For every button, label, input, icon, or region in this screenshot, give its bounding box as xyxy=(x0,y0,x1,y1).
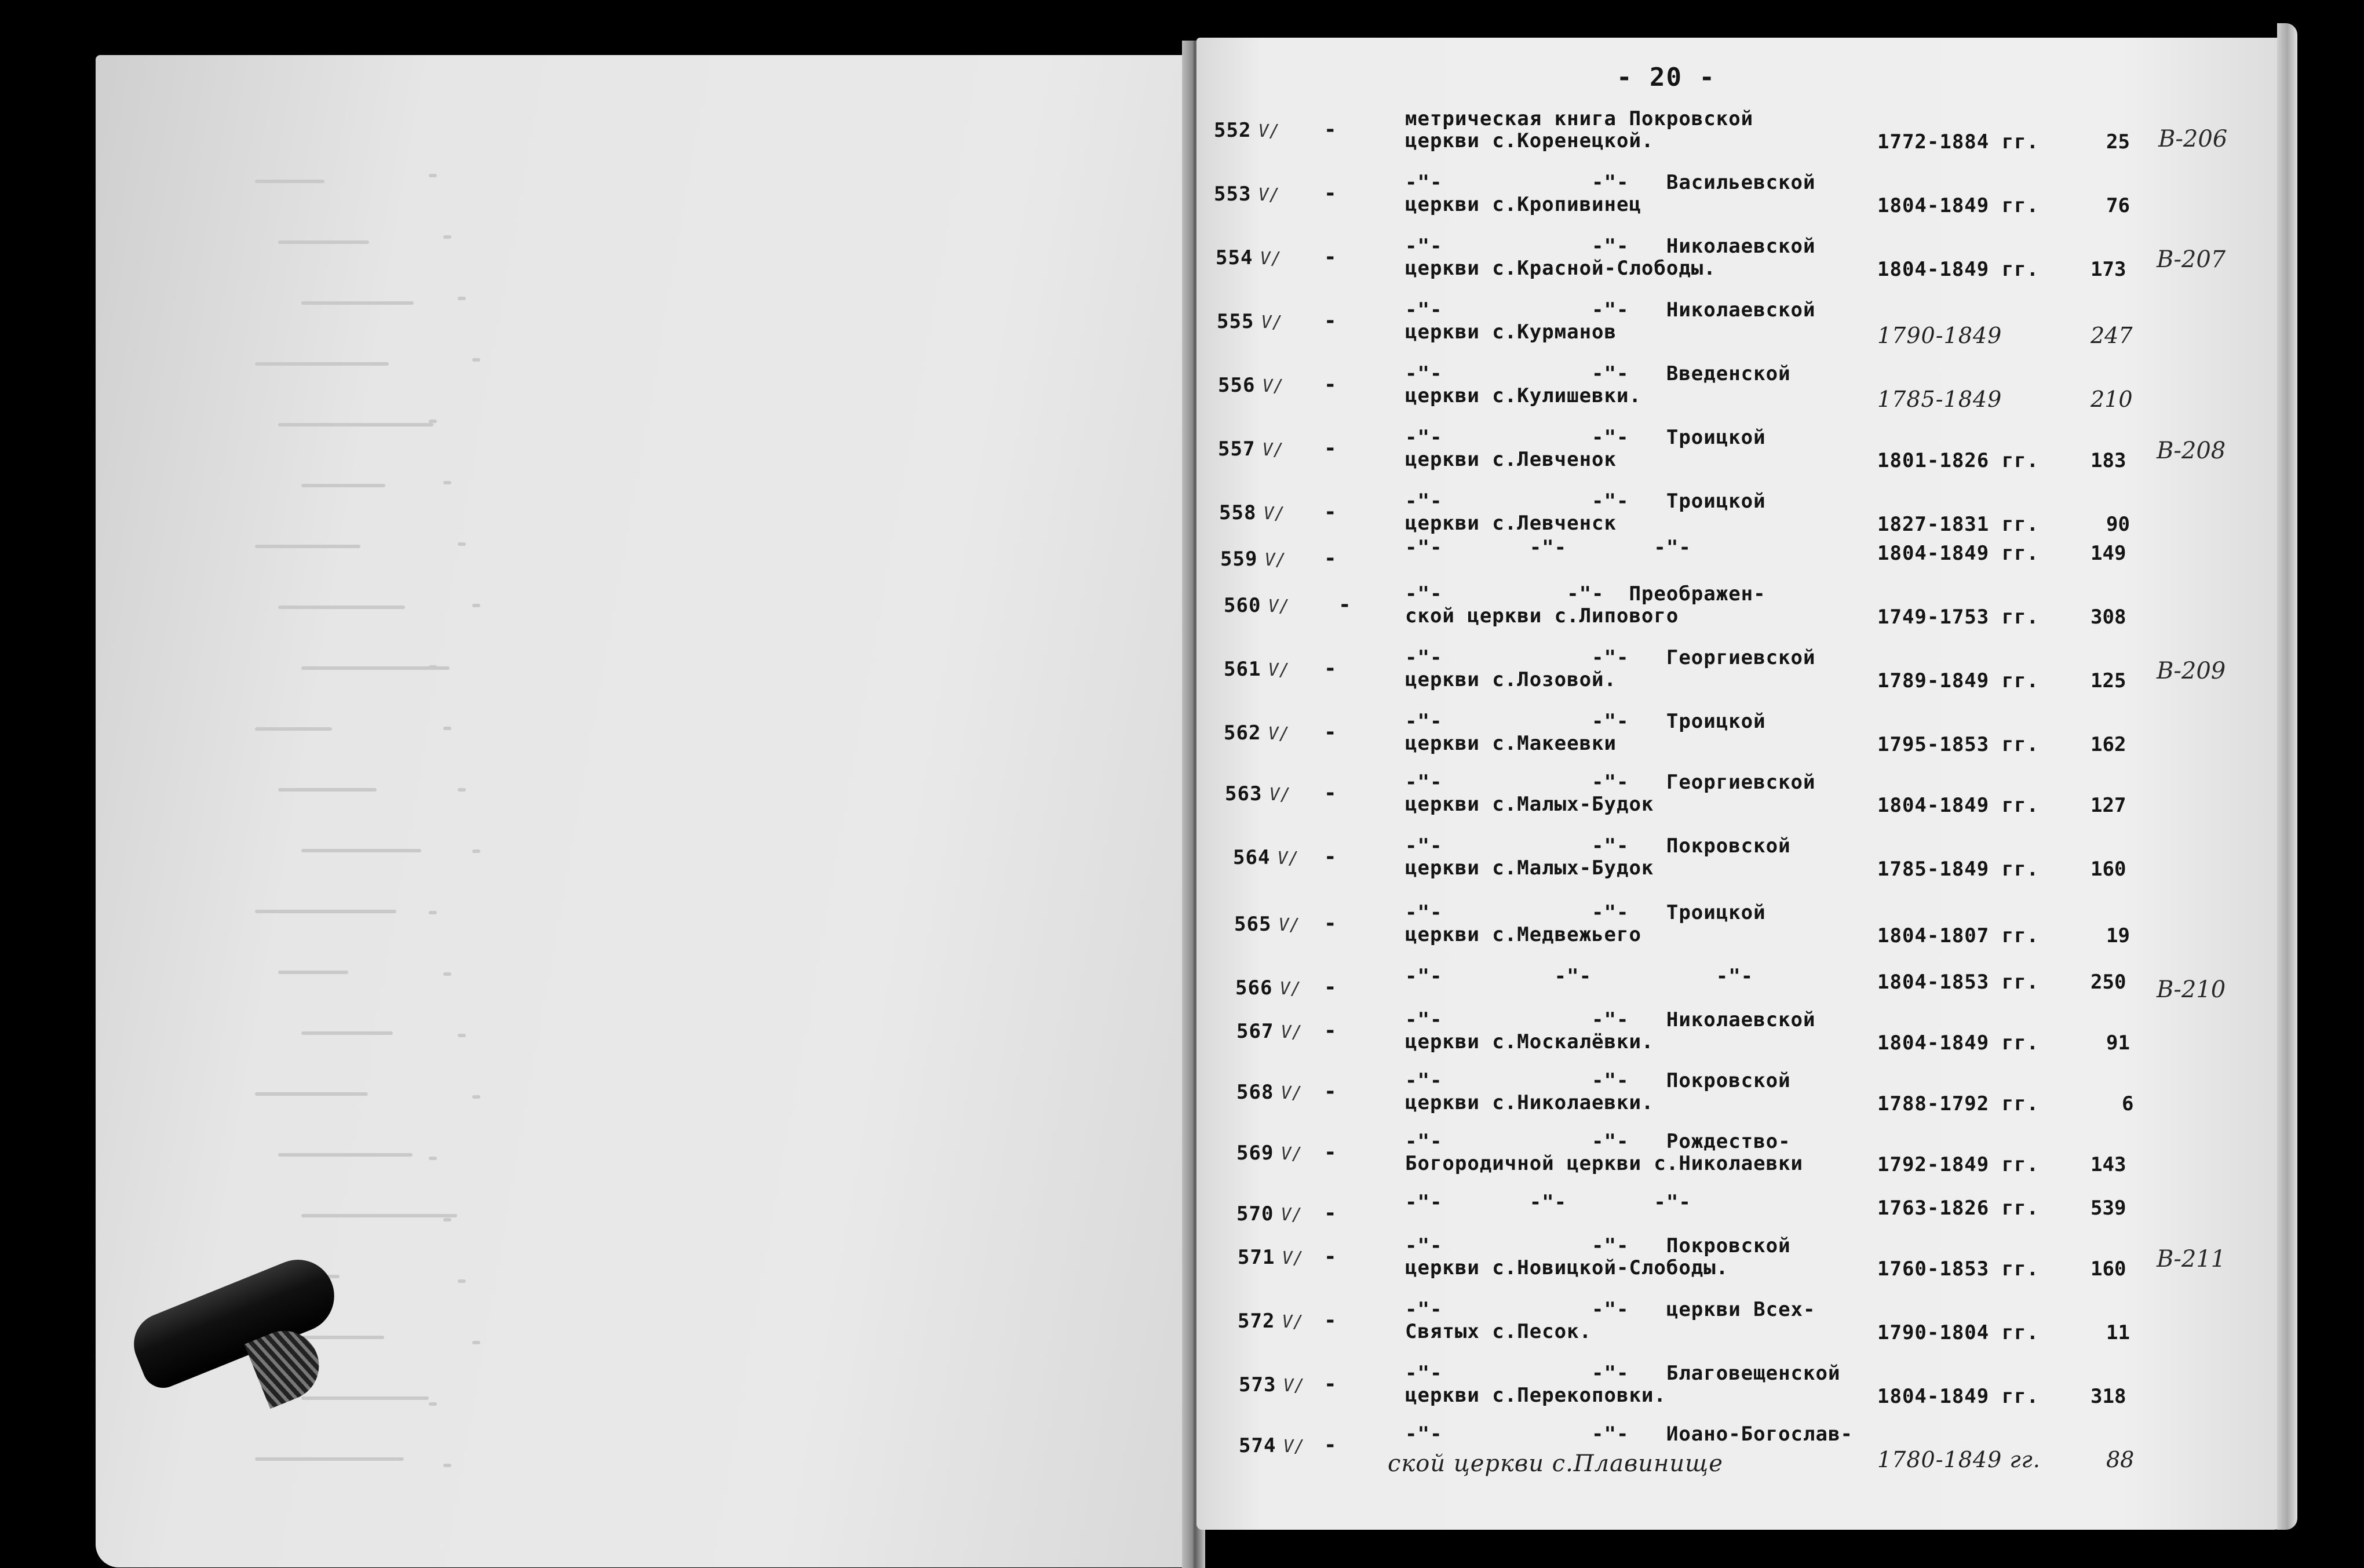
entry-years: 1772-1884 гг. xyxy=(1877,130,2040,154)
entry-dash: - xyxy=(1324,245,1337,269)
entry-years: 1804-1849 гг. xyxy=(1877,1031,2040,1055)
entry-years: 1790-1804 гг. xyxy=(1877,1321,2040,1344)
entry-dash: - xyxy=(1324,1372,1337,1396)
entry-number xyxy=(1217,310,1283,333)
entry-number xyxy=(1219,501,1286,524)
entry-dash: - xyxy=(1324,781,1337,805)
entry-number-text: 571 xyxy=(1238,1246,1275,1269)
archive-code: В-207 xyxy=(2157,246,2226,273)
entry-description-line2: ской церкви с.Липового xyxy=(1405,604,1679,628)
archive-code: В-208 xyxy=(2157,437,2226,464)
entry-number-text: 568 xyxy=(1236,1081,1274,1104)
entry-number xyxy=(1235,976,1302,1000)
entry-number xyxy=(1238,1246,1304,1269)
entry-number xyxy=(1218,374,1285,397)
entry-number xyxy=(1218,437,1285,461)
entry-dash: - xyxy=(1324,1080,1337,1103)
entry-years: 1804-1849 гг. xyxy=(1877,194,2040,217)
entry-description-line2: церкви с.Николаевки. xyxy=(1405,1091,1654,1114)
list-item xyxy=(0,1008,2364,1072)
entry-quantity: 160 xyxy=(2091,858,2126,881)
check-mark: V/ xyxy=(1283,1436,1305,1457)
entry-number-text: 572 xyxy=(1238,1310,1275,1333)
list-item xyxy=(0,235,2364,298)
entry-years: 1749-1753 гг. xyxy=(1877,606,2040,629)
entry-number xyxy=(1225,782,1292,805)
check-mark: V/ xyxy=(1263,504,1286,524)
entry-number-text: 555 xyxy=(1217,310,1254,333)
entry-number xyxy=(1216,246,1282,269)
check-mark: V/ xyxy=(1280,1205,1303,1225)
entry-description-line2: церкви с.Коренецкой. xyxy=(1405,129,1654,152)
entry-quantity: 143 xyxy=(2091,1153,2126,1176)
entry-dash: - xyxy=(1324,309,1337,333)
entry-quantity: 308 xyxy=(2091,606,2126,629)
entry-number-text: 561 xyxy=(1224,658,1261,681)
entry-years: 1804-1849 гг. xyxy=(1877,794,2040,817)
entry-description-line1: -"- -"- Троицкой xyxy=(1405,426,1766,449)
entry-description-line2: Богородичной церкви с.Николаевки xyxy=(1405,1152,1804,1175)
entry-years: 1785-1849 xyxy=(1877,386,2002,412)
entry-description-line2: церкви с.Перекоповки. xyxy=(1405,1384,1666,1407)
entry-number-text: 573 xyxy=(1239,1373,1276,1396)
entry-number-text: 562 xyxy=(1224,721,1261,745)
entry-description-line2: церкви с.Кропивинец xyxy=(1405,193,1641,216)
entry-description-line1: -"- -"- Введенской xyxy=(1405,362,1791,385)
entry-years: 1795-1853 гг. xyxy=(1877,733,2040,756)
entry-dash: - xyxy=(1324,1245,1337,1268)
entry-description-line2: церкви с.Лозовой. xyxy=(1405,668,1617,691)
entry-description-line2: церкви с.Макеевки xyxy=(1405,732,1617,755)
entry-number xyxy=(1224,721,1290,745)
list-item xyxy=(0,362,2364,426)
entry-dash: - xyxy=(1324,845,1337,869)
list-item xyxy=(0,1130,2364,1194)
entry-description-line1: -"- -"- Николаевской xyxy=(1405,298,1816,322)
list-item xyxy=(0,1234,2364,1298)
entry-dash: - xyxy=(1324,500,1337,524)
entry-number-text: 553 xyxy=(1214,183,1252,206)
entry-quantity: 25 xyxy=(2106,130,2130,154)
entry-description-line1: метрическая книга Покровской xyxy=(1405,107,1754,130)
entry-description-line1: -"- -"- Троицкой xyxy=(1405,710,1766,733)
check-mark: V/ xyxy=(1261,312,1283,333)
entry-quantity: 127 xyxy=(2091,794,2126,817)
entry-number xyxy=(1236,1020,1303,1043)
entry-number xyxy=(1233,846,1300,869)
entry-description-line1: -"- -"- Троицкой xyxy=(1405,490,1766,513)
entry-years: 1804-1853 гг. xyxy=(1877,971,2040,994)
entry-quantity: 160 xyxy=(2091,1257,2126,1281)
entry-number xyxy=(1239,1434,1305,1457)
entry-number-text: 570 xyxy=(1236,1202,1274,1226)
list-item xyxy=(0,1069,2364,1133)
entry-number-text: 558 xyxy=(1219,501,1257,524)
archive-code: В-210 xyxy=(2157,976,2226,1003)
entry-number xyxy=(1234,913,1301,936)
entry-quantity: 162 xyxy=(2091,733,2126,756)
entry-description-line2: Святых с.Песок. xyxy=(1405,1320,1592,1343)
entry-quantity: 250 xyxy=(2091,971,2126,994)
list-item xyxy=(0,582,2364,646)
entry-number-text: 556 xyxy=(1218,374,1256,397)
entry-years: 1780-1849 гг. xyxy=(1877,1447,2041,1472)
entry-number xyxy=(1236,1142,1303,1165)
entry-quantity: 210 xyxy=(2091,386,2133,412)
entry-quantity: 90 xyxy=(2106,513,2130,536)
check-mark: V/ xyxy=(1282,1312,1304,1332)
check-mark: V/ xyxy=(1268,596,1290,617)
entry-years: 1788-1792 гг. xyxy=(1877,1092,2040,1115)
entry-quantity: 318 xyxy=(2091,1385,2126,1408)
entry-quantity: 11 xyxy=(2106,1321,2130,1344)
entry-number xyxy=(1224,658,1290,681)
entry-number-text: 566 xyxy=(1235,976,1273,1000)
entry-description-line2: церкви с.Левченск xyxy=(1405,512,1617,535)
entry-description-line2: церкви с.Левченок xyxy=(1405,448,1617,471)
entry-number-text: 574 xyxy=(1239,1434,1276,1457)
entry-quantity: 88 xyxy=(2106,1447,2135,1472)
entry-description-line1: -"- -"- -"- xyxy=(1405,1191,1691,1214)
check-mark: V/ xyxy=(1279,979,1302,999)
list-item xyxy=(0,1298,2364,1362)
entry-number-text: 565 xyxy=(1234,913,1272,936)
entry-dash: - xyxy=(1324,546,1337,570)
entry-quantity: 91 xyxy=(2106,1031,2130,1055)
entry-description-line1: -"- -"- Васильевской xyxy=(1405,171,1816,194)
entry-dash: - xyxy=(1324,1140,1337,1164)
entry-description-line2: ской церкви с.Плавинище xyxy=(1388,1450,1723,1477)
entry-years: 1760-1853 гг. xyxy=(1877,1257,2040,1281)
entry-years: 1792-1849 гг. xyxy=(1877,1153,2040,1176)
check-mark: V/ xyxy=(1260,249,1282,269)
check-mark: V/ xyxy=(1283,1376,1305,1396)
entry-description-line2: церкви с.Медвежьего xyxy=(1405,923,1641,946)
archive-code: В-209 xyxy=(2157,658,2226,684)
entry-description-line2: церкви с.Кулишевки. xyxy=(1405,384,1641,407)
list-item xyxy=(0,646,2364,710)
entry-number-text: 559 xyxy=(1220,548,1258,571)
entry-number xyxy=(1214,119,1280,142)
check-mark: V/ xyxy=(1262,440,1285,460)
entry-description-line2: церкви с.Курманов xyxy=(1405,320,1617,344)
entry-description-line1: -"- -"- -"- xyxy=(1405,965,1754,988)
check-mark: V/ xyxy=(1262,376,1285,396)
entry-description-line1: -"- -"- Троицкой xyxy=(1405,901,1766,924)
entry-description-line1: -"- -"- Покровской xyxy=(1405,1069,1791,1092)
entry-description-line1: -"- -"- Николаевской xyxy=(1405,1008,1816,1031)
list-item xyxy=(0,171,2364,235)
entry-years: 1827-1831 гг. xyxy=(1877,513,2040,536)
entry-number-text: 554 xyxy=(1216,246,1253,269)
list-item xyxy=(0,298,2364,362)
entry-quantity: 247 xyxy=(2091,323,2133,348)
entry-description-line1: -"- -"- Преображен- xyxy=(1405,582,1766,606)
entry-description-line2: церкви с.Москалёвки. xyxy=(1405,1030,1654,1053)
entry-dash: - xyxy=(1324,1433,1337,1457)
entry-dash: - xyxy=(1324,118,1337,141)
entry-description-line1: -"- -"- Иоано-Богослав- xyxy=(1405,1423,1853,1446)
entry-number-text: 564 xyxy=(1233,846,1271,869)
entry-years: 1804-1849 гг. xyxy=(1877,542,2040,565)
entry-number xyxy=(1220,548,1287,571)
entry-quantity: 76 xyxy=(2106,194,2130,217)
entry-number xyxy=(1214,183,1280,206)
entry-dash: - xyxy=(1324,373,1337,396)
entry-description-line1: -"- -"- -"- xyxy=(1405,536,1691,559)
entry-number-text: 567 xyxy=(1236,1020,1274,1043)
entry-quantity: 173 xyxy=(2091,258,2126,281)
archive-code: В-211 xyxy=(2157,1246,2226,1272)
entry-years: 1804-1849 гг. xyxy=(1877,1385,2040,1408)
list-item xyxy=(0,710,2364,774)
list-item xyxy=(0,901,2364,965)
list-item xyxy=(0,426,2364,490)
entry-description-line2: церкви с.Новицкой-Слободы. xyxy=(1405,1256,1729,1279)
check-mark: V/ xyxy=(1268,660,1290,680)
entry-dash: - xyxy=(1324,1308,1337,1332)
entry-years: 1790-1849 xyxy=(1877,323,2002,348)
entry-quantity: 183 xyxy=(2091,449,2126,472)
check-mark: V/ xyxy=(1280,1083,1303,1103)
list-item xyxy=(0,834,2364,898)
entry-description-line1: -"- -"- Николаевской xyxy=(1405,235,1816,258)
entry-dash: - xyxy=(1324,1019,1337,1042)
page-number: - 20 - xyxy=(1617,63,1716,92)
entry-number xyxy=(1238,1310,1304,1333)
entry-number-text: 563 xyxy=(1225,782,1263,805)
entry-dash: - xyxy=(1324,911,1337,935)
entry-years: 1789-1849 гг. xyxy=(1877,669,2040,692)
entry-description-line1: -"- -"- Георгиевской xyxy=(1405,646,1816,669)
list-item xyxy=(0,107,2364,171)
check-mark: V/ xyxy=(1280,1144,1303,1164)
entry-description-line1: -"- -"- Георгиевской xyxy=(1405,771,1816,794)
entry-number xyxy=(1236,1081,1303,1104)
entry-number-text: 557 xyxy=(1218,437,1256,461)
entry-years: 1801-1826 гг. xyxy=(1877,449,2040,472)
entry-description-line1: -"- -"- Покровской xyxy=(1405,1234,1791,1257)
entry-dash: - xyxy=(1324,657,1337,680)
entry-dash: - xyxy=(1324,720,1337,744)
entry-number-text: 560 xyxy=(1224,594,1261,617)
check-mark: V/ xyxy=(1277,848,1300,869)
list-item xyxy=(0,1362,2364,1425)
check-mark: V/ xyxy=(1264,550,1287,570)
entry-number-text: 552 xyxy=(1214,119,1252,142)
entry-quantity: 539 xyxy=(2091,1197,2126,1220)
entry-years: 1763-1826 гг. xyxy=(1877,1197,2040,1220)
check-mark: V/ xyxy=(1280,1022,1303,1042)
check-mark: V/ xyxy=(1269,785,1292,805)
entry-description-line1: -"- -"- Покровской xyxy=(1405,834,1791,858)
entry-number xyxy=(1239,1373,1305,1396)
entry-description-line1: -"- -"- Рождество- xyxy=(1405,1130,1791,1153)
entry-dash: - xyxy=(1324,1201,1337,1225)
check-mark: V/ xyxy=(1278,915,1301,935)
entry-description-line1: -"- -"- Благовещенской xyxy=(1405,1362,1841,1385)
entry-quantity: 6 xyxy=(2122,1092,2134,1115)
entry-quantity: 125 xyxy=(2091,669,2126,692)
entry-dash: - xyxy=(1324,436,1337,460)
entry-dash: - xyxy=(1324,975,1337,999)
entry-number-text: 569 xyxy=(1236,1142,1274,1165)
entry-description-line2: церкви с.Малых-Будок xyxy=(1405,856,1654,880)
entry-quantity: 19 xyxy=(2106,924,2130,947)
entry-years: 1785-1849 гг. xyxy=(1877,858,2040,881)
entry-dash: - xyxy=(1338,593,1351,617)
entry-number xyxy=(1236,1202,1303,1226)
entry-description-line2: церкви с.Красной-Слободы. xyxy=(1405,257,1716,280)
entry-years: 1804-1849 гг. xyxy=(1877,258,2040,281)
list-item xyxy=(0,771,2364,834)
check-mark: V/ xyxy=(1282,1248,1304,1268)
entry-number xyxy=(1224,594,1290,617)
entry-quantity: 149 xyxy=(2091,542,2126,565)
entry-description-line1: -"- -"- церкви Всех- xyxy=(1405,1298,1816,1321)
entry-description-line2: церкви с.Малых-Будок xyxy=(1405,793,1654,816)
check-mark: V/ xyxy=(1268,724,1290,744)
check-mark: V/ xyxy=(1258,121,1280,141)
entry-dash: - xyxy=(1324,181,1337,205)
check-mark: V/ xyxy=(1258,185,1280,205)
list-item xyxy=(0,1423,2364,1486)
archive-code: В-206 xyxy=(2158,126,2228,152)
entry-years: 1804-1807 гг. xyxy=(1877,924,2040,947)
